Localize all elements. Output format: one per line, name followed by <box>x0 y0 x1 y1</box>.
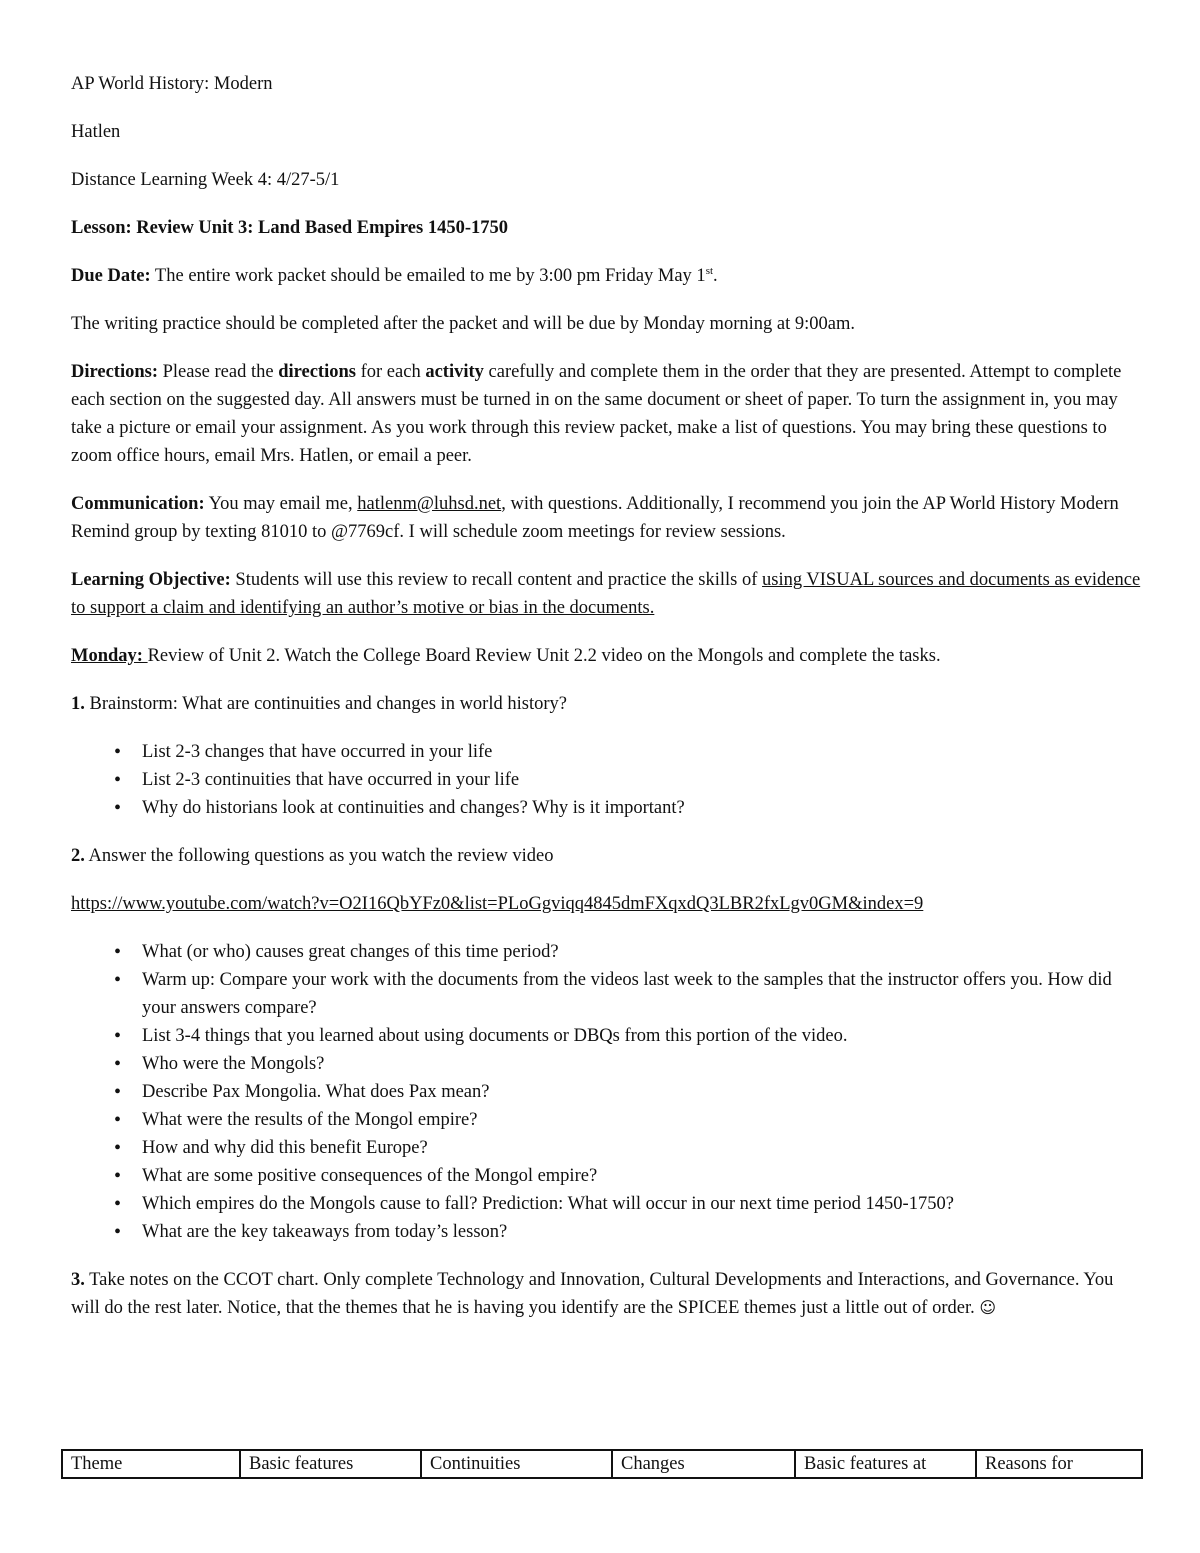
question-1-number: 1. <box>71 694 85 714</box>
question-1 <box>71 690 1143 718</box>
week-line: Distance Learning Week 4: 4/27-5/1 <box>71 170 340 190</box>
writing-practice-line: The writing practice should be completed after the packet and will be due by Monday morning at 9:00am. <box>71 314 855 334</box>
monday-line <box>71 642 1143 670</box>
due-date-label: Due Date: <box>71 266 151 286</box>
question-2 <box>71 842 1143 870</box>
directions-text-1: Please read the <box>158 362 279 382</box>
list-item: • What (or who) causes great changes of this time period? <box>71 938 1143 966</box>
directions-paragraph <box>71 358 1143 470</box>
smiley-icon: ☺ <box>979 1298 997 1317</box>
table-header-cell: Basic features <box>240 1450 421 1478</box>
question-2-text: Answer the following questions as you watch the review video <box>84 846 554 866</box>
table-header-row <box>62 1450 1142 1478</box>
list-item: • How and why did this benefit Europe? <box>71 1134 1143 1162</box>
directions-text-2: for each <box>355 362 426 382</box>
list-item: • Why do historians look at continuities and changes? Why is it important? <box>71 794 1143 822</box>
communication-text-1: You may email me, <box>204 494 358 514</box>
table-header-cell: Theme <box>62 1450 240 1478</box>
directions-bold-2: activity <box>425 362 484 382</box>
table-header-cell: Basic features at <box>795 1450 976 1478</box>
ccot-chart-table <box>61 1449 1143 1479</box>
course-title: AP World History: Modern <box>71 74 273 94</box>
due-date-line <box>71 262 1143 290</box>
list-item: • List 2-3 changes that have occurred in your life <box>71 738 1143 766</box>
question-2-bullets <box>71 938 1143 1246</box>
communication-paragraph <box>71 490 1143 546</box>
directions-text-3: carefully and complete them in the order that they are presented. Attempt to complete each section on the suggested day. All answers must be turned in on the same document or sheet of paper. To turn the assignment in, you may take a picture or email your assignment. As you work through this review packet, make a list of questions. You may bring these questions to zoom office hours, email Mrs. Hatlen, or email a peer. <box>71 362 1122 466</box>
learning-objective-label: Learning Objective: <box>71 570 231 590</box>
list-item: • Describe Pax Mongolia. What does Pax mean? <box>71 1078 1143 1106</box>
list-item: • What are the key takeaways from today’s lesson? <box>71 1218 1143 1246</box>
due-date-end: . <box>713 266 718 286</box>
list-item: • What were the results of the Mongol empire? <box>71 1106 1143 1134</box>
learning-objective-text: Students will use this review to recall content and practice the skills of <box>230 570 763 590</box>
list-item: • Warm up: Compare your work with the documents from the videos last week to the samples that the instructor offers you. How did your answers compare? <box>71 966 1143 1022</box>
monday-text: Review of Unit 2. Watch the College Board Review Unit 2.2 video on the Mongols and complete the tasks. <box>147 646 941 666</box>
lesson-title: Lesson: Review Unit 3: Land Based Empires 1450-1750 <box>71 218 508 238</box>
due-date-text: The entire work packet should be emailed to me by 3:00 pm Friday May 1 <box>150 266 706 286</box>
question-1-bullets <box>71 738 1143 822</box>
due-date-superscript: st <box>705 264 714 277</box>
lesson-line <box>71 214 1143 242</box>
question-3-text: Take notes on the CCOT chart. Only complete Technology and Innovation, Cultural Developments and Interactions, and Governance. You will do the rest later. Notice, that the themes that he is having you identify are the SPICEE themes just a little out of order. <box>71 1270 1114 1318</box>
teacher-name: Hatlen <box>71 122 121 142</box>
table-header-cell: Continuities <box>421 1450 612 1478</box>
list-item: • Who were the Mongols? <box>71 1050 1143 1078</box>
question-3-number: 3. <box>71 1270 85 1290</box>
list-item: • List 3-4 things that you learned about using documents or DBQs from this portion of the video. <box>71 1022 1143 1050</box>
communication-label: Communication: <box>71 494 205 514</box>
video-link-line <box>71 890 1143 918</box>
directions-bold-1: directions <box>278 362 356 382</box>
list-item: • List 2-3 continuities that have occurred in your life <box>71 766 1143 794</box>
learning-objective-underlined: using VISUAL sources and documents as evidence to support a claim and identifying an author’s motive or bias in the documents. <box>71 570 1141 618</box>
question-2-number: 2. <box>71 846 85 866</box>
document-body <box>71 70 1143 1342</box>
list-item: • What are some positive consequences of the Mongol empire? <box>71 1162 1143 1190</box>
list-item: • Which empires do the Mongols cause to fall? Prediction: What will occur in our next time period 1450-1750? <box>71 1190 1143 1218</box>
question-3 <box>71 1266 1143 1322</box>
monday-label: Monday: <box>71 646 148 666</box>
directions-label: Directions: <box>71 362 158 382</box>
communication-text-2: , with questions. Additionally, I recommend you join the AP World History Modern Remind group by texting 81010 to @7769cf. I will schedule zoom meetings for review sessions. <box>71 494 1119 542</box>
question-1-text: Brainstorm: What are continuities and changes in world history? <box>84 694 567 714</box>
email-link[interactable]: hatlenm@luhsd.net <box>357 494 502 514</box>
video-link[interactable]: https://www.youtube.com/watch?v=O2I16QbYFz0&list=PLoGgviqq4845dmFXqxdQ3LBR2fxLgv0GM&index=9 <box>71 894 924 914</box>
table-header-cell: Reasons for <box>976 1450 1142 1478</box>
learning-objective-paragraph <box>71 566 1143 622</box>
table-header-cell: Changes <box>612 1450 795 1478</box>
